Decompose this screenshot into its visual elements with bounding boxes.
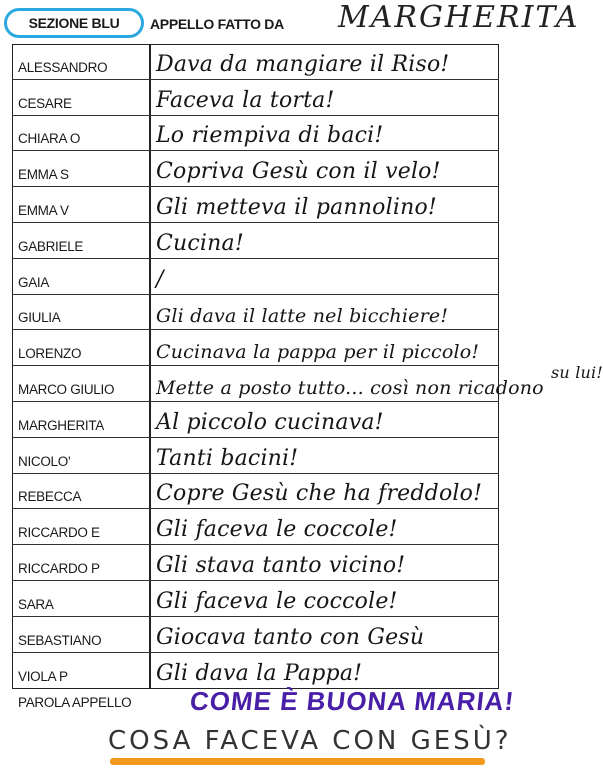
student-name: CHIARA O [18, 131, 81, 147]
section-badge: SEZIONE BLU [4, 8, 144, 38]
roll-call-password: COME È BUONA MARIA! [188, 686, 516, 716]
student-name: GIULIA [18, 310, 61, 326]
table-row [12, 187, 499, 223]
student-name: MARGHERITA [18, 417, 105, 433]
student-answer: Gli dava la Pappa! [156, 661, 363, 687]
student-answer: Gli metteva il pannolino! [156, 194, 437, 220]
table-row [12, 617, 499, 653]
student-name: RICCARDO P [18, 560, 100, 576]
table-row [12, 474, 499, 510]
student-answer: Copriva Gesù con il velo! [156, 159, 441, 185]
student-name: EMMA S [18, 167, 69, 183]
table-row [12, 653, 499, 689]
student-name: SARA [18, 596, 54, 612]
footer-label: PAROLA APPELLO [18, 695, 132, 710]
student-answer: Gli dava il latte nel bicchiere! [156, 305, 449, 328]
student-answer: Mette a posto tutto... così non ricadono su lui! [156, 362, 603, 399]
table-row [12, 438, 499, 474]
student-answer: Cucina! [156, 230, 244, 256]
student-answer: Tanti bacini! [156, 445, 299, 471]
table-row [12, 259, 499, 295]
student-answer: Dava da mangiare il Riso! [156, 51, 450, 77]
student-answer: Lo riempiva di baci! [156, 123, 384, 149]
student-name: GABRIELE [18, 238, 84, 254]
student-name: SEBASTIANO [18, 632, 102, 648]
student-name: GAIA [18, 274, 50, 290]
student-answer: Al piccolo cucinava! [156, 409, 384, 435]
student-name: LORENZO [18, 346, 82, 362]
table-row [12, 295, 499, 331]
roll-call-question: COSA FACEVA CON GESÙ? [108, 726, 512, 756]
table-row [12, 116, 499, 152]
caller-name: MARGHERITA [338, 0, 580, 35]
table-row [12, 151, 499, 187]
student-answer: Giocava tanto con Gesù [156, 624, 425, 650]
student-name: REBECCA [18, 489, 82, 505]
student-name: RICCARDO E [18, 525, 100, 541]
table-row [12, 223, 499, 259]
student-answer: Faceva la torta! [156, 87, 335, 113]
sheet-header [0, 0, 580, 44]
student-answer: Gli stava tanto vicino! [156, 552, 406, 578]
table-row [12, 545, 499, 581]
student-answer-continuation: su lui! [551, 362, 603, 382]
call-label: APPELLO FATTO DA [150, 16, 284, 32]
student-name: CESARE [18, 95, 72, 111]
student-name: EMMA V [18, 202, 69, 218]
student-name: NICOLO' [18, 453, 71, 469]
table-row [12, 330, 499, 366]
table-row [12, 402, 499, 438]
question-underline [110, 758, 485, 765]
student-name: MARCO GIULIO [18, 381, 115, 397]
table-row [12, 362, 603, 402]
student-name: VIOLA P [18, 669, 68, 685]
table-row [12, 509, 499, 545]
table-row [12, 581, 499, 617]
student-name: ALESSANDRO [18, 59, 108, 75]
student-answer: Copre Gesù che ha freddolo! [156, 481, 483, 507]
student-answer: Gli faceva le coccole! [156, 517, 398, 543]
table-row [12, 80, 499, 116]
student-answer: / [156, 266, 164, 292]
table-row [12, 44, 499, 80]
student-answer: Cucinava la pappa per il piccolo! [156, 341, 480, 364]
student-answer: Gli faceva le coccole! [156, 588, 398, 614]
